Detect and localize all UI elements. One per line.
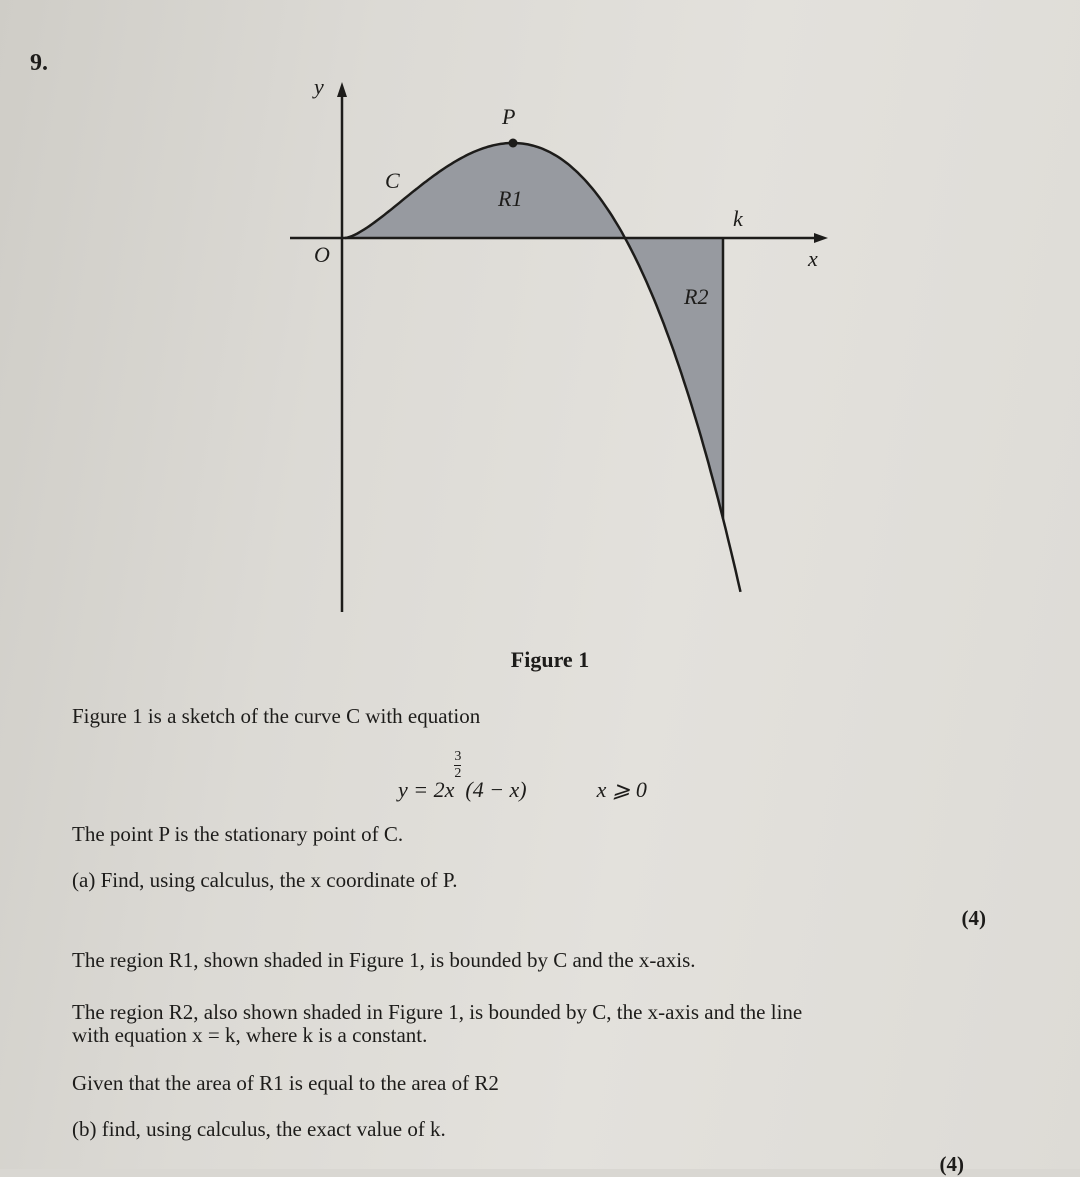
figure-caption: Figure 1 (510, 647, 590, 672)
region2-text-line2: with equation x = k, where k is a constant. (72, 1023, 428, 1047)
label-p: P (502, 104, 516, 129)
part-b-marks: (4) (939, 1152, 964, 1176)
equation-domain: x ⩾ 0 (596, 777, 647, 802)
given-text: Given that the area of R1 is equal to the area of R2 (72, 1071, 499, 1095)
y-axis-arrow-icon (337, 82, 347, 97)
label-origin: O (314, 242, 330, 267)
question-number: 9. (30, 50, 48, 76)
part-a (72, 867, 458, 894)
stationary-point-dot (509, 139, 518, 148)
intro-text: Figure 1 is a sketch of the curve C with equation (72, 704, 481, 728)
x-axis-arrow-icon (814, 233, 828, 243)
label-r2: R2 (684, 284, 709, 309)
part-a-text: Find, using calculus, the x coordinate of P. (100, 868, 458, 892)
label-c: C (385, 168, 400, 193)
stationary-text: The point P is the stationary point of C. (72, 822, 404, 846)
label-y: y (314, 74, 324, 99)
label-k: k (733, 206, 743, 231)
part-b-text: find, using calculus, the exact value of k. (101, 1117, 446, 1141)
part-a-marks: (4) (961, 906, 986, 930)
part-a-label: (a) (72, 868, 96, 892)
label-x: x (808, 246, 818, 271)
part-b-label: (b) (72, 1117, 97, 1141)
region2-text-line1: The region R2, also shown shaded in Figure 1, is bounded by C, the x-axis and the line (72, 1000, 803, 1024)
region1-text: The region R1, shown shaded in Figure 1, is bounded by C and the x-axis. (72, 948, 696, 972)
region-r2-shading (625, 238, 723, 519)
equation-lhs: y = 2x (398, 777, 455, 802)
equation-factor: (4 − x) (465, 777, 527, 802)
curve-equation (398, 749, 647, 803)
equation-exponent: $\frac{3}{2}$ (454, 749, 462, 781)
part-b (72, 1116, 446, 1143)
label-r1: R1 (498, 186, 523, 211)
